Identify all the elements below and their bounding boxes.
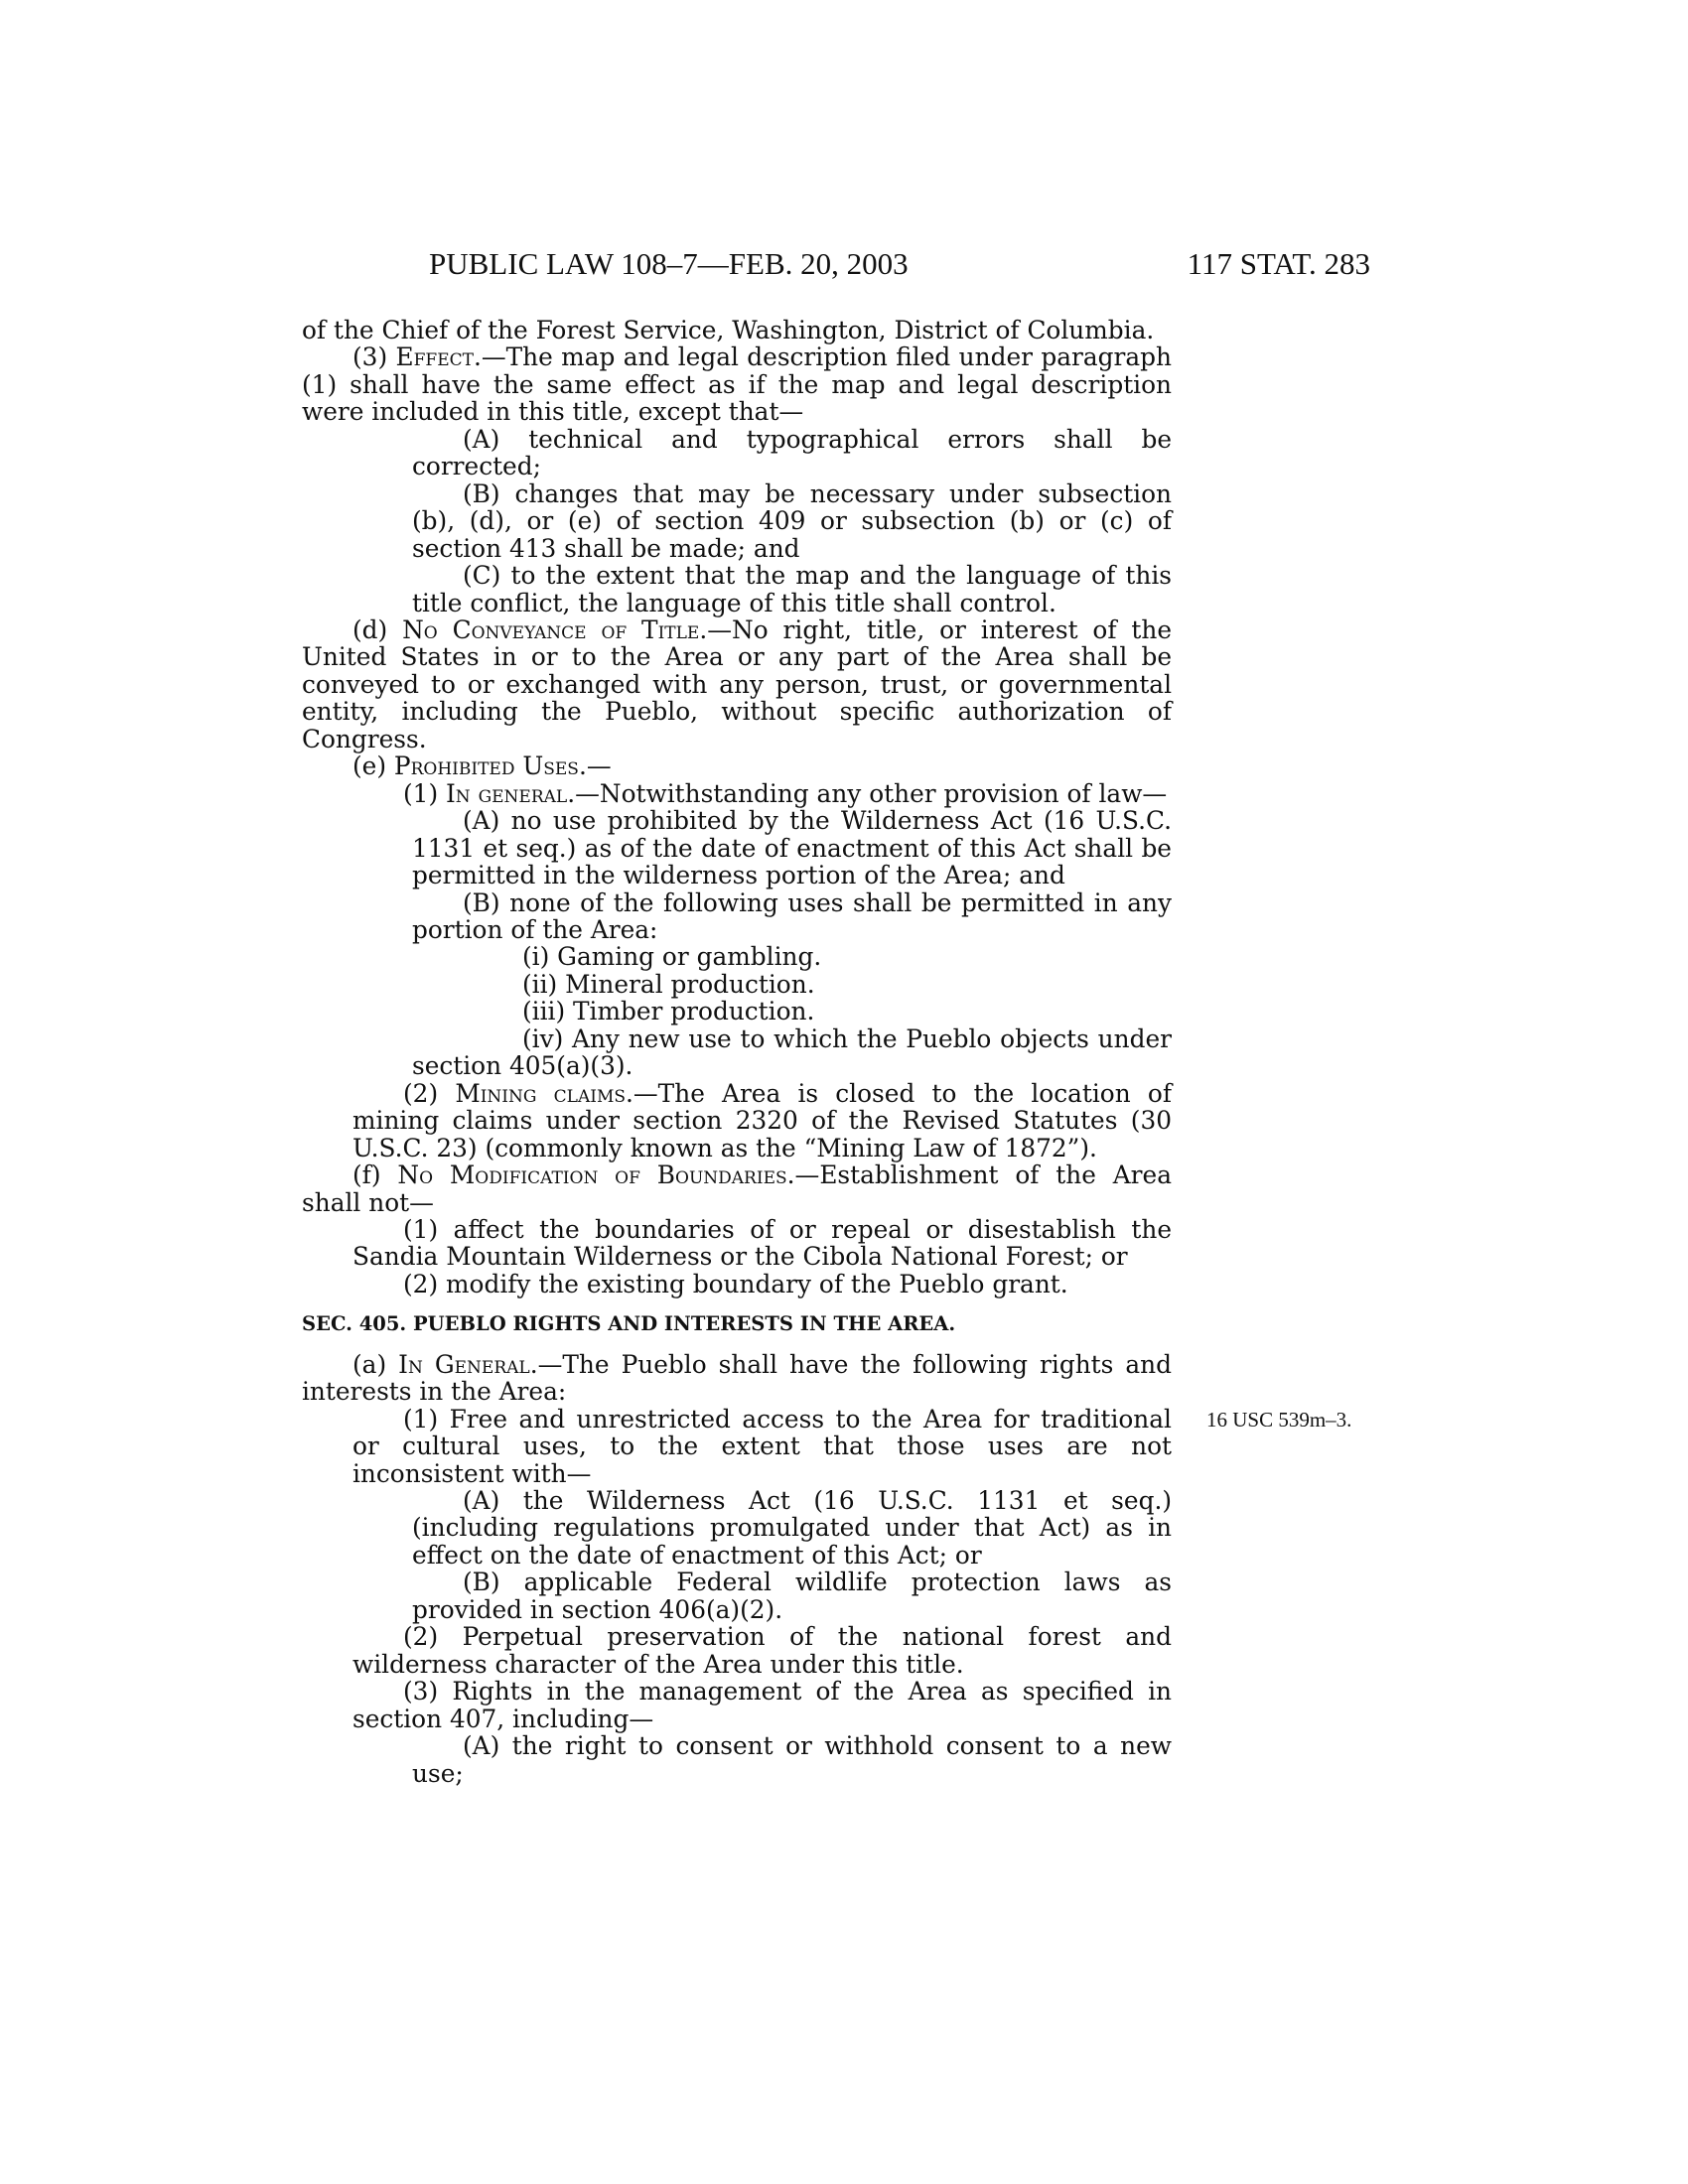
paragraph-heading: No Conveyance of Title bbox=[402, 614, 700, 644]
paragraph: (A) technical and typographical errors shall be corrected; bbox=[412, 424, 1172, 481]
paragraph bbox=[302, 343, 1172, 425]
paragraph-label: (e) bbox=[352, 751, 394, 781]
paragraph-label: (2) bbox=[403, 1078, 456, 1108]
paragraph: (3) Rights in the management of the Area as specified in section 407, including— bbox=[352, 1677, 1172, 1733]
paragraph: (B) applicable Federal wildlife protection laws as provided in section 406(a)(2). bbox=[412, 1568, 1172, 1624]
paragraph: (A) the Wilderness Act (16 U.S.C. 1131 et seq.) (including regulations promulgated under that Act) as in effect on the date of enactment of this Act; or bbox=[412, 1486, 1172, 1570]
paragraph-text: .—The Area is closed to the location of mining claims under section 2320 of the Revised Statutes (30 U.S.C. 23) (commonly known as the “Mining Law of 1872”). bbox=[352, 1078, 1172, 1162]
paragraph bbox=[302, 1080, 1172, 1161]
paragraph-label: (f) bbox=[352, 1160, 398, 1190]
paragraph: (iii) Timber production. bbox=[522, 997, 815, 1026]
paragraph: (iv) Any new use to which the Pueblo objects under section 405(a)(3). bbox=[412, 1024, 1172, 1081]
paragraph bbox=[302, 1351, 1172, 1406]
paragraph: (1) Free and unrestricted access to the Area for traditional or cultural uses, to the extent that those uses are not inconsistent with— bbox=[352, 1404, 1172, 1488]
paragraph: (B) none of the following uses shall be permitted in any portion of the Area: bbox=[412, 887, 1172, 944]
paragraph: (A) no use prohibited by the Wilderness Act (16 U.S.C. 1131 et seq.) as of the date of enactment of this Act shall be permitted in the wilderness portion of the Area; and bbox=[412, 806, 1172, 890]
paragraph: (i) Gaming or gambling. bbox=[522, 942, 822, 972]
paragraph: (B) changes that may be necessary under subsection (b), (d), or (e) of section 409 or subsection (b) or (c) of section 413 shall be made; and bbox=[412, 478, 1172, 563]
paragraph: (2) Perpetual preservation of the national forest and wilderness character of the Area under this title. bbox=[352, 1622, 1172, 1679]
paragraph-heading: In General bbox=[398, 1349, 530, 1379]
paragraph-label: (d) bbox=[352, 614, 403, 644]
paragraph: (C) to the extent that the map and the language of this title conflict, the language of this title shall control. bbox=[412, 561, 1172, 617]
paragraph: (A) the right to consent or withhold consent to a new use; bbox=[412, 1731, 1172, 1788]
paragraph-heading: Prohibited Uses bbox=[393, 751, 579, 781]
paragraph-heading: Effect bbox=[395, 342, 474, 372]
paragraph-text: .—Establishment of the Area shall not— bbox=[302, 1160, 1172, 1217]
paragraph-text: .—No right, title, or interest of the United States in or to the Area or any part of the Area shall be conveyed to or exchanged with any person, trust, or governmental entity, including the Pueblo, without specific authorization of Congress. bbox=[302, 614, 1173, 753]
paragraph: (ii) Mineral production. bbox=[522, 969, 815, 999]
paragraph-heading: No Modification of Boundaries bbox=[397, 1160, 787, 1190]
paragraph bbox=[302, 1161, 1172, 1216]
paragraph bbox=[302, 780, 1172, 807]
paragraph: of the Chief of the Forest Service, Washington, District of Columbia. bbox=[302, 316, 1155, 344]
margin-citation: 16 USC 539m–3. bbox=[1206, 1408, 1352, 1432]
paragraph-text: .—Notwithstanding any other provision of law— bbox=[567, 778, 1168, 808]
paragraph bbox=[302, 616, 1172, 752]
paragraph-label: (3) bbox=[352, 342, 396, 372]
paragraph-heading: In general bbox=[446, 778, 568, 808]
page-number: 117 STAT. 283 bbox=[1187, 246, 1370, 281]
paragraph-text: .—The Pueblo shall have the following rights and interests in the Area: bbox=[302, 1349, 1172, 1407]
paragraph: (1) affect the boundaries of or repeal or disestablish the Sandia Mountain Wilderness or the Cibola National Forest; or bbox=[352, 1214, 1172, 1272]
paragraph-label: (1) bbox=[403, 778, 447, 808]
body-text bbox=[302, 317, 1172, 1787]
paragraph bbox=[302, 752, 1172, 779]
paragraph-label: (a) bbox=[352, 1349, 399, 1379]
paragraph-text: .—The map and legal description filed under paragraph (1) shall have the same effect as if the map and legal description were included in this title, except that— bbox=[302, 342, 1172, 427]
paragraph-text: .— bbox=[578, 751, 612, 781]
paragraph-heading: Mining claims bbox=[455, 1078, 626, 1108]
paragraph: (2) modify the existing boundary of the Pueblo grant. bbox=[403, 1269, 1068, 1298]
running-head bbox=[298, 246, 1370, 286]
section-heading: SEC. 405. PUEBLO RIGHTS AND INTERESTS IN THE AREA. bbox=[302, 1312, 956, 1336]
running-head-title: PUBLIC LAW 108–7—FEB. 20, 2003 bbox=[429, 246, 909, 281]
